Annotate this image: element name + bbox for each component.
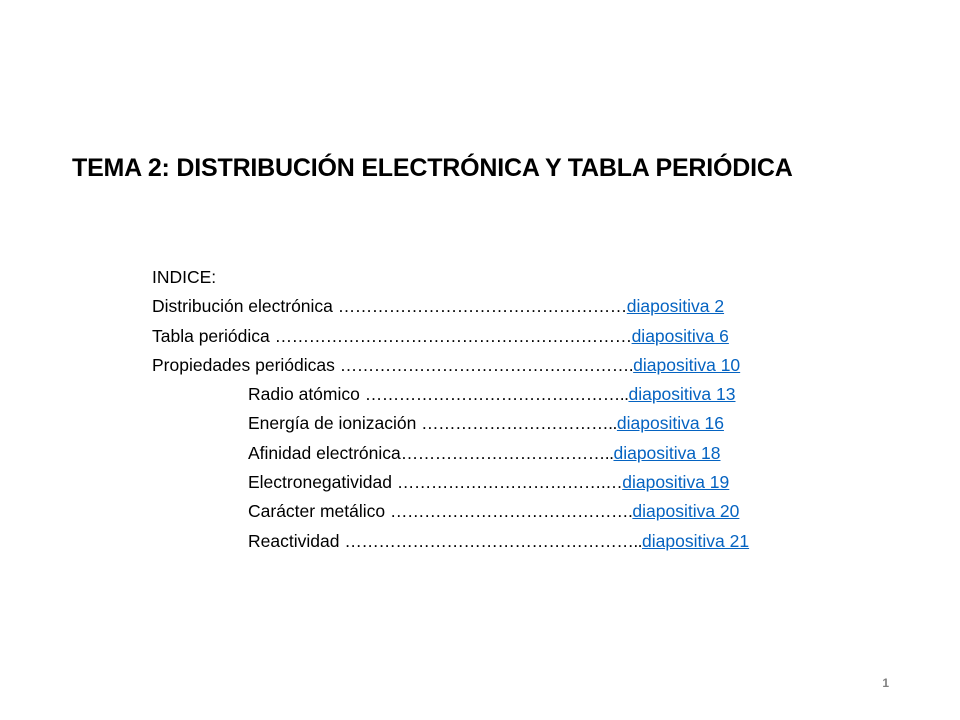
link-diapositiva-13[interactable]: diapositiva 13 — [628, 384, 736, 405]
index-entry-label: Energía de ionización — [248, 413, 422, 434]
link-diapositiva-21[interactable]: diapositiva 21 — [642, 530, 750, 551]
index-entry-distribucion — [152, 292, 749, 321]
index-heading: INDICE: — [152, 267, 217, 287]
link-diapositiva-19[interactable]: diapositiva 19 — [622, 472, 730, 493]
link-diapositiva-6[interactable]: diapositiva 6 — [631, 325, 729, 346]
link-diapositiva-18[interactable]: diapositiva 18 — [613, 442, 721, 463]
slide-title: TEMA 2: DISTRIBUCIÓN ELECTRÓNICA Y TABLA PERIÓDICA — [72, 154, 793, 182]
dot-leader: …………………………….. — [421, 413, 617, 434]
index-entry-label: Carácter metálico — [248, 501, 390, 522]
index-entry-label: Propiedades periódicas — [152, 354, 340, 375]
index-entry-energia — [152, 409, 749, 438]
dot-leader: …………………………………………….. — [344, 530, 643, 551]
index-entry-label: Tabla periódica — [152, 325, 275, 346]
index-entry-electronegatividad — [152, 468, 749, 497]
link-diapositiva-2[interactable]: diapositiva 2 — [626, 296, 725, 317]
link-diapositiva-20[interactable]: diapositiva 20 — [632, 501, 740, 522]
index-entry-tabla — [152, 322, 749, 351]
page-number: 1 — [882, 676, 889, 690]
dot-leader: ……………………………………………. — [339, 354, 634, 375]
dot-leader: …………………………………………… — [337, 296, 627, 317]
index-entry-label: Electronegatividad — [248, 472, 397, 493]
link-diapositiva-10[interactable]: diapositiva 10 — [633, 354, 741, 375]
index-entry-caracter — [152, 497, 749, 526]
dot-leader: ……………………………………….. — [364, 384, 629, 405]
index-entry-reactividad — [152, 527, 749, 556]
index-list — [152, 263, 749, 556]
index-entry-label: Radio atómico — [248, 384, 365, 405]
index-entry-label: Reactividad — [248, 530, 345, 551]
link-diapositiva-16[interactable]: diapositiva 16 — [616, 413, 724, 434]
index-entry-label: Distribución electrónica — [152, 296, 338, 317]
dot-leader: ……………………………….… — [396, 472, 623, 493]
dot-leader: ……………………………….. — [400, 442, 614, 463]
index-entry-propiedades — [152, 351, 749, 380]
index-entry-radio — [152, 380, 749, 409]
dot-leader: ……………………………………………………… — [274, 325, 632, 346]
index-entry-label: Afinidad electrónica — [248, 442, 401, 463]
dot-leader: ……………………………………. — [390, 501, 633, 522]
index-entry-afinidad — [152, 439, 749, 468]
